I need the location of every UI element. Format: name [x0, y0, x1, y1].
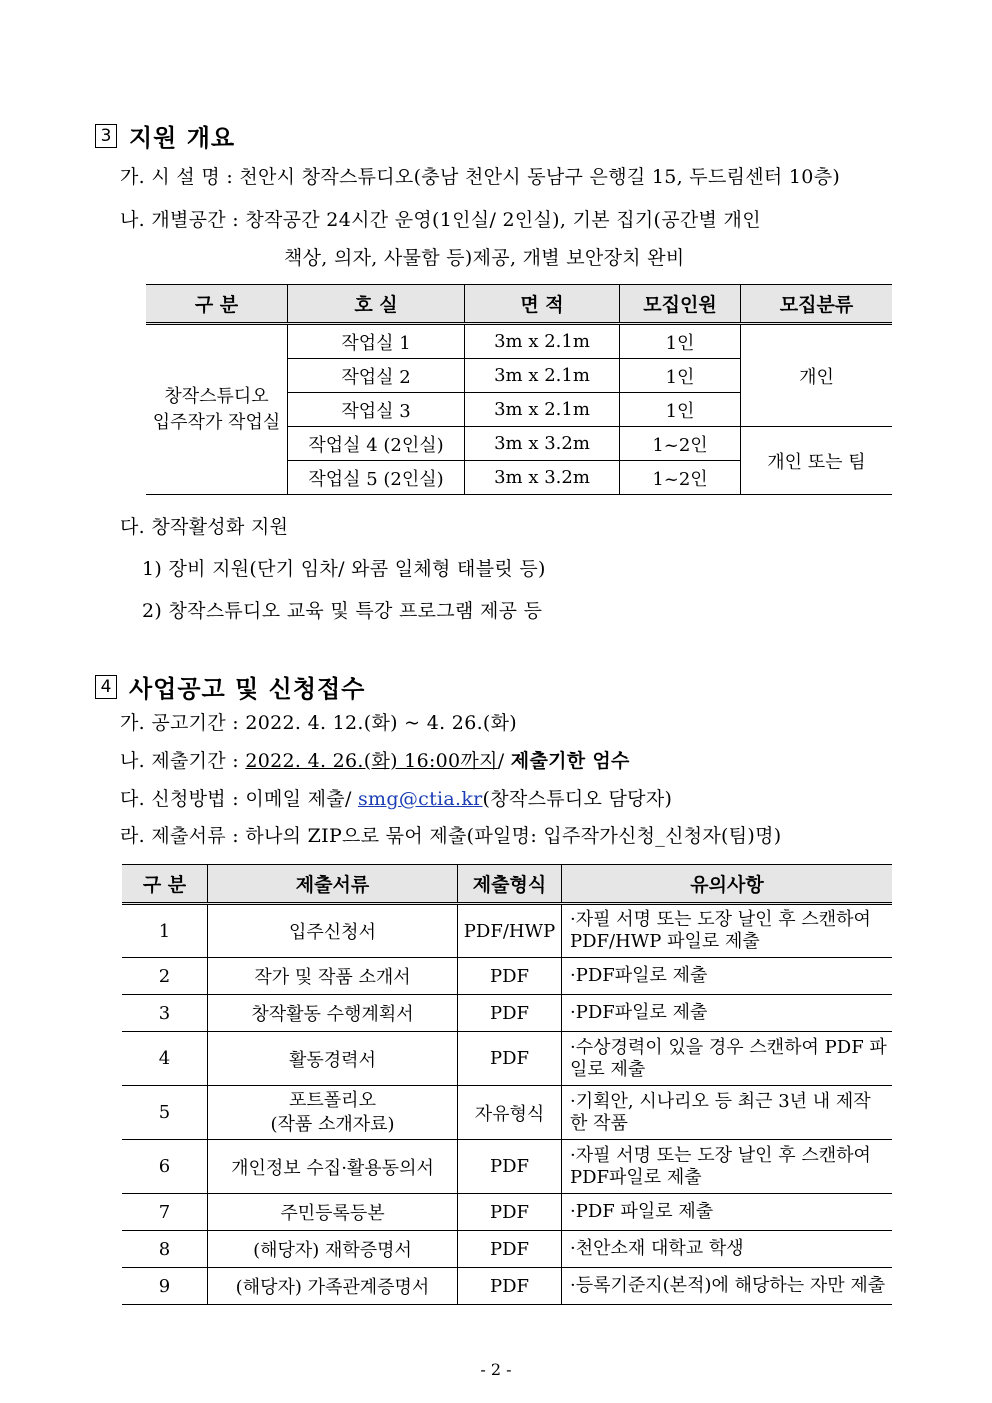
note-cell: ·기획안, 시나리오 등 최근 3년 내 제작한 작품 [562, 1086, 893, 1140]
header-note: 유의사항 [562, 865, 893, 904]
size-cell: 3m x 2.1m [465, 393, 620, 427]
submit-sep: / [497, 750, 511, 772]
space-value-1: 창작공간 24시간 운영(1인실/ 2인실), 기본 집기(공간별 개인 [245, 209, 761, 231]
space-line-2 [284, 243, 685, 270]
format-cell: PDF [458, 1268, 562, 1305]
section-4-heading [95, 669, 365, 704]
no-cell: 7 [122, 1194, 208, 1231]
table-row [122, 1268, 892, 1305]
format-cell: PDF [458, 995, 562, 1032]
section-number: 4 [95, 675, 117, 699]
announce-value: 2022. 4. 12.(화) ~ 4. 26.(화) [245, 712, 518, 734]
document-cell: (해당자) 가족관계증명서 [208, 1268, 458, 1305]
note-cell: ·PDF파일로 제출 [562, 995, 893, 1032]
note-cell: ·PDF 파일로 제출 [562, 1194, 893, 1231]
support-heading: 다. 창작활성화 지원 [120, 516, 289, 538]
facility-line [120, 162, 840, 189]
space-value-2: 책상, 의자, 사물함 등)제공, 개별 보안장치 완비 [284, 247, 685, 269]
studio-table [146, 284, 892, 495]
space-label: 나. 개별공간 : [120, 209, 239, 231]
table-row [122, 1032, 892, 1086]
section-3-heading [95, 118, 235, 153]
header-recruit-type: 모집분류 [741, 285, 893, 324]
header-format: 제출형식 [458, 865, 562, 904]
submit-emphasis: 제출기한 엄수 [510, 750, 630, 772]
document-cell: 창작활동 수행계획서 [208, 995, 458, 1032]
header-recruit-count: 모집인원 [620, 285, 741, 324]
table-row [122, 1086, 892, 1140]
table-header-row [146, 285, 892, 324]
header-no: 구 분 [122, 865, 208, 904]
document-cell: 작가 및 작품 소개서 [208, 958, 458, 995]
table-header-row [122, 865, 892, 904]
document-cell: (해당자) 재학증명서 [208, 1231, 458, 1268]
format-cell: PDF [458, 1032, 562, 1086]
table-row [146, 324, 892, 359]
header-document: 제출서류 [208, 865, 458, 904]
table-row [122, 1140, 892, 1194]
room-cell: 작업실 5 (2인실) [288, 461, 465, 495]
documents-line [120, 821, 782, 848]
submit-deadline: 2022. 4. 26.(화) 16:00까지 [245, 750, 498, 772]
document-cell: 입주신청서 [208, 904, 458, 958]
people-cell: 1인 [620, 393, 741, 427]
room-cell: 작업실 1 [288, 324, 465, 359]
documents-table [122, 864, 892, 1305]
submit-label: 나. 제출기간 : [120, 750, 239, 772]
document-cell: 활동경력서 [208, 1032, 458, 1086]
table-row [122, 958, 892, 995]
section-title: 지원 개요 [129, 124, 236, 152]
no-cell: 6 [122, 1140, 208, 1194]
no-cell: 3 [122, 995, 208, 1032]
format-cell: PDF [458, 1194, 562, 1231]
documents-label: 라. 제출서류 : [120, 825, 239, 847]
document-cell: 개인정보 수집·활용동의서 [208, 1140, 458, 1194]
group-cell: 창작스튜디오 입주작가 작업실 [146, 324, 288, 495]
people-cell: 1~2인 [620, 461, 741, 495]
documents-value: 하나의 ZIP으로 묶어 제출(파일명: 입주작가신청_신청자(팀)명) [245, 825, 782, 847]
room-cell: 작업실 3 [288, 393, 465, 427]
section-number: 3 [95, 124, 117, 148]
header-category: 구 분 [146, 285, 288, 324]
apply-tail: (창작스튜디오 담당자) [482, 788, 673, 810]
document-cell: 포트폴리오 (작품 소개자료) [208, 1086, 458, 1140]
support-item-1: 1) 장비 지원(단기 임차/ 와콤 일체형 태블릿 등) [142, 558, 546, 580]
note-cell: ·수상경력이 있을 경우 스캔하여 PDF 파일로 제출 [562, 1032, 893, 1086]
header-area: 면 적 [465, 285, 620, 324]
email-link[interactable]: smg@ctia.kr [358, 788, 483, 810]
size-cell: 3m x 3.2m [465, 461, 620, 495]
note-cell: ·자필 서명 또는 도장 날인 후 스캔하여 PDF파일로 제출 [562, 1140, 893, 1194]
size-cell: 3m x 2.1m [465, 359, 620, 393]
support-item-2: 2) 창작스튜디오 교육 및 특강 프로그램 제공 등 [142, 600, 543, 622]
format-cell: PDF [458, 1231, 562, 1268]
facility-label: 가. 시 설 명 : [120, 166, 234, 188]
note-cell: ·PDF파일로 제출 [562, 958, 893, 995]
space-line [120, 205, 761, 232]
no-cell: 2 [122, 958, 208, 995]
table-row [122, 995, 892, 1032]
submit-period-line [120, 746, 630, 773]
no-cell: 8 [122, 1231, 208, 1268]
format-cell: PDF [458, 1140, 562, 1194]
room-cell: 작업실 2 [288, 359, 465, 393]
room-cell: 작업실 4 (2인실) [288, 427, 465, 461]
announce-label: 가. 공고기간 : [120, 712, 239, 734]
note-cell: ·천안소재 대학교 학생 [562, 1231, 893, 1268]
announce-period-line [120, 708, 517, 735]
note-cell: ·등록기준지(본적)에 해당하는 자만 제출 [562, 1268, 893, 1305]
table-row [122, 1194, 892, 1231]
no-cell: 4 [122, 1032, 208, 1086]
table-row [122, 904, 892, 958]
category-cell: 개인 [741, 324, 893, 427]
document-cell: 주민등록등본 [208, 1194, 458, 1231]
page-number: - 2 - [480, 1360, 512, 1379]
no-cell: 5 [122, 1086, 208, 1140]
format-cell: PDF [458, 958, 562, 995]
people-cell: 1~2인 [620, 427, 741, 461]
apply-value: 이메일 제출/ [245, 788, 358, 810]
note-cell: ·자필 서명 또는 도장 날인 후 스캔하여 PDF/HWP 파일로 제출 [562, 904, 893, 958]
table-row [122, 1231, 892, 1268]
people-cell: 1인 [620, 359, 741, 393]
category-cell: 개인 또는 팀 [741, 427, 893, 495]
format-cell: 자유형식 [458, 1086, 562, 1140]
no-cell: 9 [122, 1268, 208, 1305]
apply-label: 다. 신청방법 : [120, 788, 239, 810]
size-cell: 3m x 2.1m [465, 324, 620, 359]
size-cell: 3m x 3.2m [465, 427, 620, 461]
format-cell: PDF/HWP [458, 904, 562, 958]
header-room: 호 실 [288, 285, 465, 324]
section-title: 사업공고 및 신청접수 [129, 675, 366, 703]
facility-value: 천안시 창작스튜디오(충남 천안시 동남구 은행길 15, 두드림센터 10층) [239, 166, 841, 188]
apply-method-line [120, 784, 672, 811]
people-cell: 1인 [620, 324, 741, 359]
no-cell: 1 [122, 904, 208, 958]
